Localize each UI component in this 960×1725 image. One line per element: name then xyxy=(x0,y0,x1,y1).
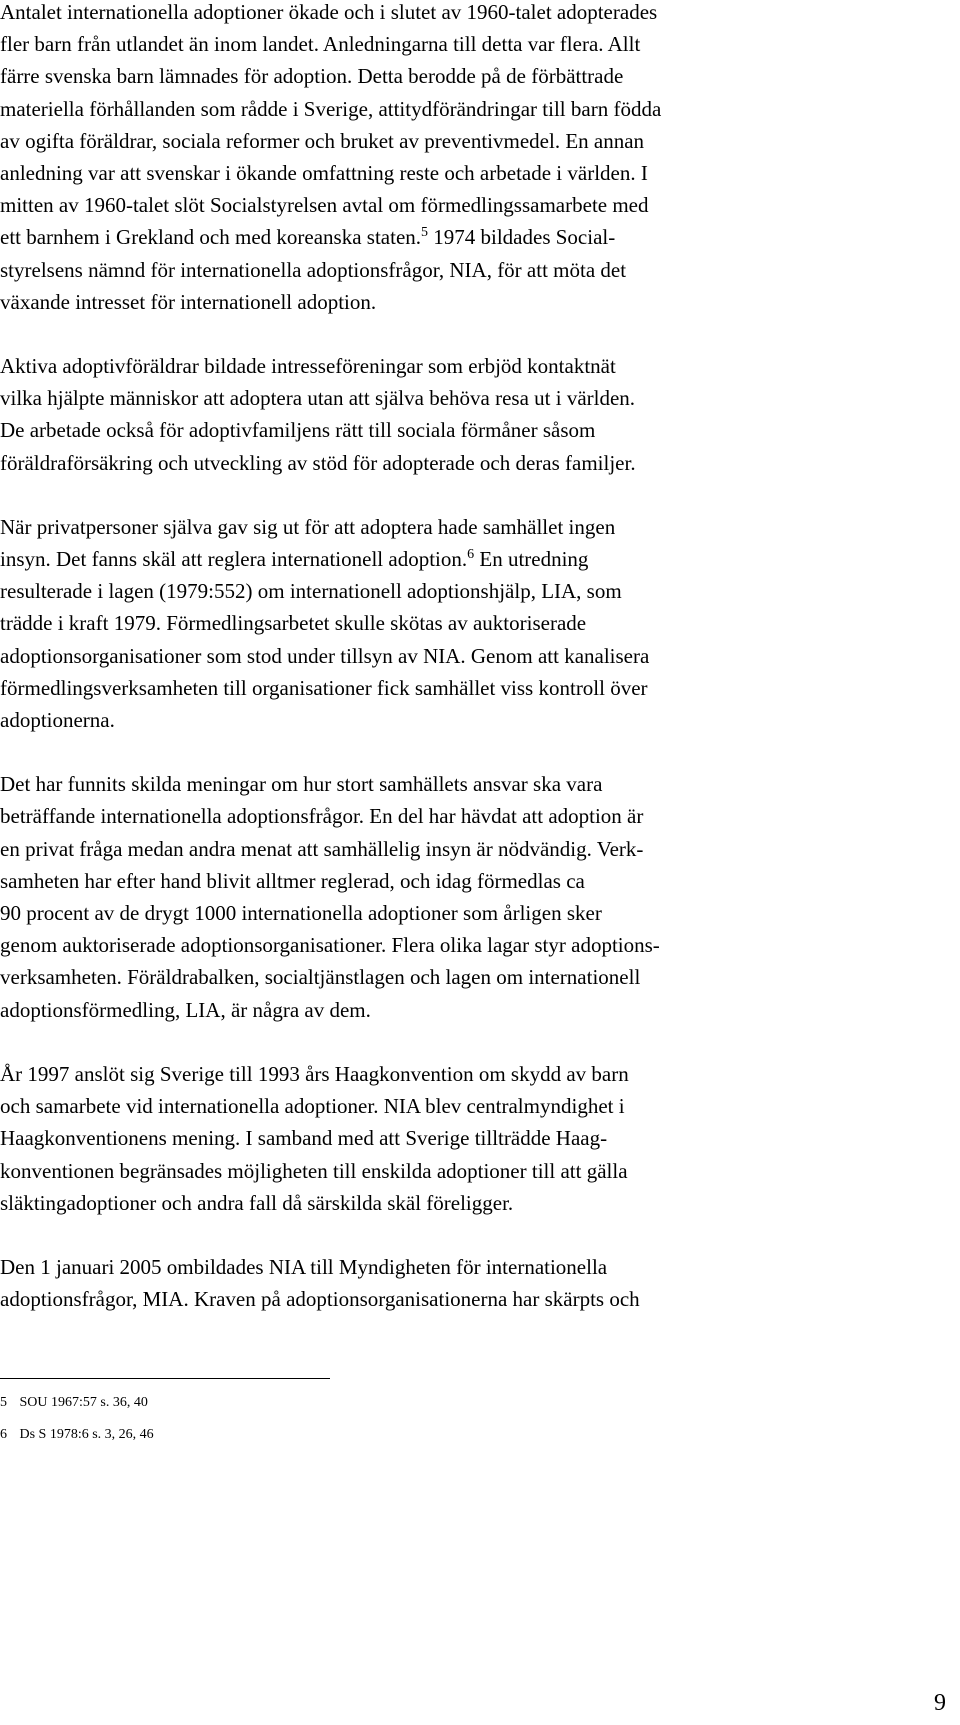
paragraph-text: Det har funnits skilda meningar om hur stort samhällets ansvar ska vara beträffande internationella adoptionsfrågor. En del har hävdat att adoption är en privat fråga medan andra menat att samhällelig insyn är nödvändig. Verk- samheten har efter hand blivit alltmer reglerad, och idag förmedlas ca 90 procent av de drygt 1000 internationella adoptioner som årligen sker genom auktoriserade adoptionsorganisationer. Flera olika lagar styr adoptions- verksamheten. Föräldrabalken, socialtjänstlagen och lagen om internationell adoptionsförmedling, LIA, är några av dem. xyxy=(0,772,660,1022)
page-number: 9 xyxy=(934,1690,946,1716)
paragraph-text: En utredning resulterade i lagen (1979:552) om internationell adoptionshjälp, LIA, som trädde i kraft 1979. Förmedlingsarbetet skulle skötas av auktoriserade adoptionsorganisationer som stod under tillsyn av NIA. Genom att kanalisera förmedlingsverksamheten till organisationer fick samhället viss kontroll över adoptionerna. xyxy=(0,547,650,733)
footnote-5 xyxy=(0,1387,600,1419)
paragraph-text: Antalet internationella adoptioner ökade och i slutet av 1960-talet adopterades fler barn från utlandet än inom landet. Anledningarna till detta var flera. Allt färre svenska barn lämnades för adoption. Detta berodde på de förbättrade materiella förhållanden som rådde i Sverige, attitydförändringar till barn födda av ogifta föräldrar, sociala reformer och bruket av preventivmedel. En annan anledning var att svenskar i ökande omfattning reste och arbetade i världen. I mitten av 1960-talet slöt Socialstyrelsen avtal om förmedlingssamarbete med ett barnhem i Grekland och med koreanska staten. xyxy=(0,0,662,250)
footnote-number: 5 xyxy=(0,1395,7,1410)
footnotes xyxy=(0,1387,600,1451)
footnote-text: SOU 1967:57 s. 36, 40 xyxy=(19,1395,148,1410)
paragraph-text: Den 1 januari 2005 ombildades NIA till Myndigheten för internationella adoptionsfrågor, MIA. Kraven på adoptionsorganisationerna har skärpts och xyxy=(0,1254,640,1312)
paragraph-4 xyxy=(0,768,960,1026)
paragraph-2 xyxy=(0,350,960,479)
paragraph-text: När privatpersoner själva gav sig ut för att adoptera hade samhället ingen insyn. Det fanns skäl att reglera internationell adoption. xyxy=(0,514,616,572)
footnote-number: 6 xyxy=(0,1427,7,1442)
footnote-text: Ds S 1978:6 s. 3, 26, 46 xyxy=(19,1427,154,1442)
paragraph-text: Aktiva adoptivföräldrar bildade intresseföreningar som erbjöd kontaktnät vilka hjälpte människor att adoptera utan att själva behöva resa ut i världen. De arbetade också för adoptivfamiljens rätt till sociala förmåner såsom föräldraförsäkring och utveckling av stöd för adopterade och deras familjer. xyxy=(0,354,636,475)
paragraph-3 xyxy=(0,511,960,736)
paragraph-text: 1974 bildades Social- styrelsens nämnd för internationella adoptionsfrågor, NIA, för att möta det växande intresset för internationell adoption. xyxy=(0,225,627,314)
paragraph-text: År 1997 anslöt sig Sverige till 1993 års Haagkonvention om skydd av barn och samarbete vid internationella adoptioner. NIA blev centralmyndighet i Haagkonventionens mening. I samband med att Sverige tillträdde Haag- konventionen begränsades möjligheten till enskilda adoptioner till att gälla släktingadoptioner och andra fall då särskilda skäl föreligger. xyxy=(0,1061,629,1215)
paragraph-6 xyxy=(0,1251,960,1315)
paragraph-1 xyxy=(0,0,960,318)
footnote-ref: 6 xyxy=(467,547,475,563)
paragraph-5 xyxy=(0,1058,960,1219)
footnote-6 xyxy=(0,1419,600,1451)
footnote-ref: 5 xyxy=(421,225,429,241)
footnote-divider xyxy=(0,1378,330,1379)
